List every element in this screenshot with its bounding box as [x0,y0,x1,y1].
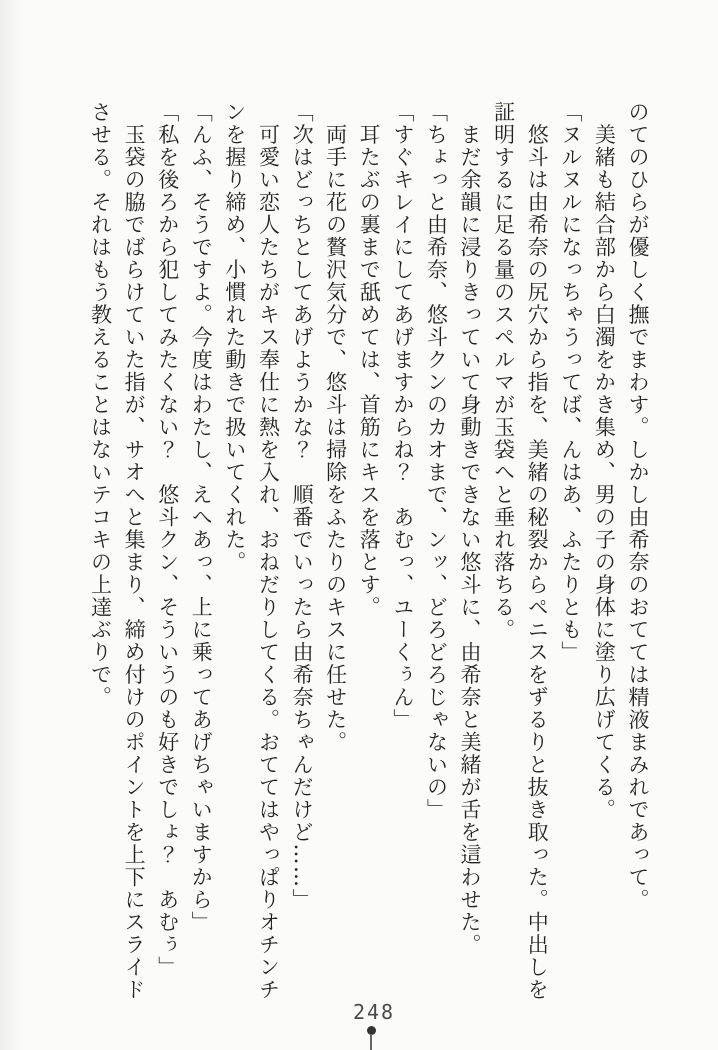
text-line: 「私を後ろから犯してみたくない？ 悠斗クン、そういうのも好きでしょ？ あむぅ」 [155,101,180,979]
page-number: 248 [352,1000,396,1024]
text-line: 美緒も結合部から白濁をかき集め、男の子の身体に塗り広げてくる。 [592,101,617,821]
text-line: ンを握り締め、小慣れた動きで扱いてくれた。 [222,101,247,574]
text-line: 「ヌルヌルになっちゃうってば、んはあ、ふたりとも」 [558,101,583,664]
text-line: 耳たぶの裏まで舐めては、首筋にキスを落とす。 [357,101,382,619]
text-line: 可愛い恋人たちがキス奉仕に熱を入れ、おねだりしてくる。おててはやっぱりオチンチ [256,101,281,1001]
text-line: 悠斗は由希奈の尻穴から指を、美緒の秘裂からペニスをずるりと抜き取った。中出しを [525,101,550,1001]
text-line: 玉袋の脇でばらけていた指が、サオへと集まり、締め付けのポイントを上下にスライド [122,101,147,1001]
text-line: 「ちょっと由希奈、悠斗クンのカオまで、ンッ、どろどろじゃないの」 [424,101,449,821]
text-line: 「んふ、そうですよ。今度はわたし、えへあっ、上に乗ってあげちゃいますから」 [189,101,214,934]
text-line: 「すぐキレイにしてあげますからね？ あむっ、ユーくぅん」 [390,101,415,731]
text-block [83,101,654,1041]
marker-stem [370,1034,372,1050]
page-edge-shade [0,0,22,1050]
text-line: 「次はどっちとしてあげようかな？ 順番でいったら由希奈ちゃんだけど……」 [290,101,315,911]
text-line: 証明するに足る量のスペルマが玉袋へと垂れ落ちる。 [491,101,516,641]
text-line: 両手に花の贅沢気分で、悠斗は掃除をふたりのキスに任せた。 [323,101,348,754]
page-marker [366,1026,376,1050]
text-line: させる。それはもう教えることはないテコキの上達ぶりで。 [88,101,113,709]
text-line: まだ余韻に浸りきっていて身動きできない悠斗に、由希奈と美緒が舌を這わせた。 [458,101,483,956]
text-line: のてのひらが優しく撫でまわす。しかし由希奈のおてては精液まみれであって。 [626,101,650,911]
